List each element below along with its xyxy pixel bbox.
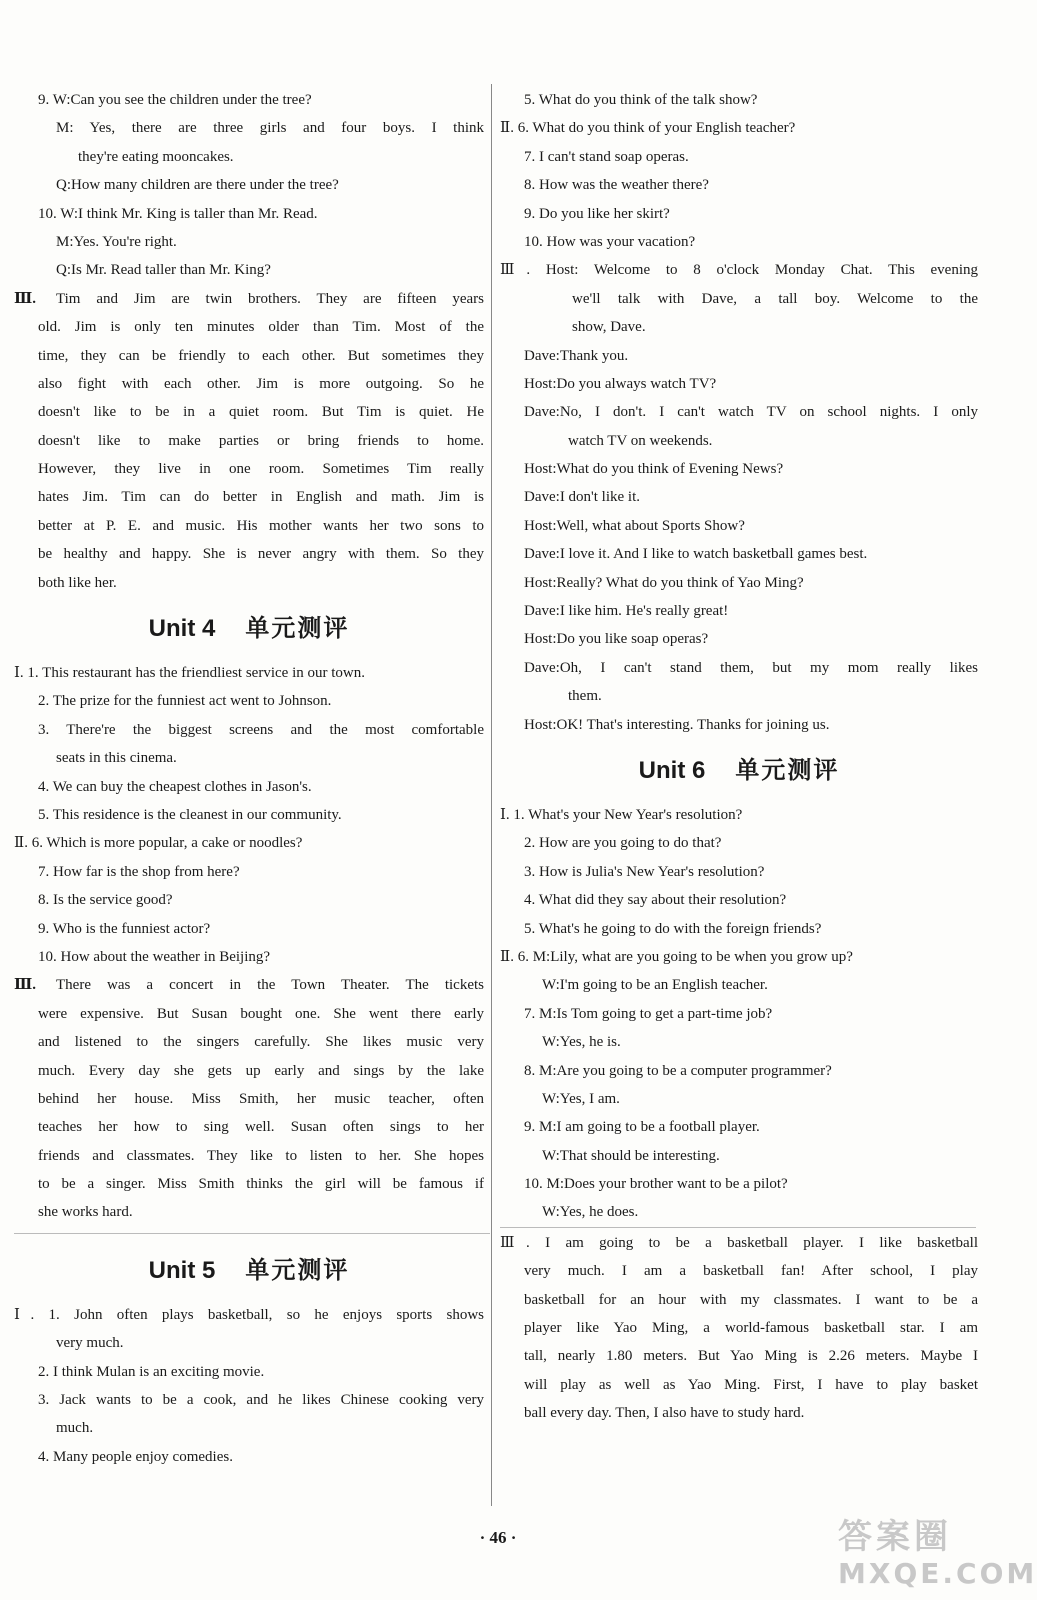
- paragraph-line: basketball for an hour with my classmates. I want to be a: [524, 1291, 978, 1308]
- watermark-url: MXQE.COM: [838, 1557, 1037, 1590]
- unit-6-heading: [500, 739, 978, 801]
- dialog-line: Host:Really? What do you think of Yao Ming?: [524, 574, 804, 591]
- text-line: seats in this cinema.: [56, 750, 177, 767]
- text-span: There was a concert in the Town Theater. The tickets: [56, 977, 484, 994]
- dialog-line: Host:Do you always watch TV?: [524, 375, 717, 392]
- paragraph-line: were expensive. But Susan bought one. She went there early: [38, 1005, 484, 1022]
- paragraph-line: be healthy and happy. She is never angry with them. So they: [38, 546, 484, 563]
- section-separator: [14, 1227, 484, 1239]
- dialog-line: Dave:No, I don't. I can't watch TV on school nights. I only: [524, 404, 978, 421]
- paragraph-line: doesn't like to be in a quiet room. But Tim is quiet. He: [38, 404, 484, 421]
- dialog-line: Dave:Oh, I can't stand them, but my mom really likes: [524, 659, 978, 676]
- text-line: 2. How are you going to do that?: [524, 835, 722, 852]
- text-line: Q:How many children are there under the tree?: [56, 177, 339, 194]
- dialog-line: Dave:Thank you.: [524, 347, 629, 364]
- unit-title: Unit 5: [148, 1256, 216, 1284]
- paragraph-line: both like her.: [38, 574, 117, 591]
- paragraph-line: ball every day. Then, I also have to study hard.: [524, 1405, 805, 1422]
- text-line: W:Yes, he does.: [542, 1204, 639, 1221]
- dialog-line: Ⅲ. Host: Welcome to 8 o'clock Monday Chat. This evening: [500, 262, 978, 279]
- dialog-line: Dave:I don't like it.: [524, 489, 641, 506]
- text-line: 3. How is Julia's New Year's resolution?: [524, 863, 765, 880]
- paragraph-line: much. Every day she gets up early and sings by the lake: [38, 1062, 484, 1079]
- text-line: 2. The prize for the funniest act went to Johnson.: [38, 693, 332, 710]
- dialog-line: we'll talk with Dave, a tall boy. Welcome to the: [572, 290, 978, 307]
- section-label: Ⅲ.: [14, 290, 37, 307]
- paragraph-line: player like Yao Ming, a world-famous basketball star. I am: [524, 1320, 978, 1337]
- text-line: M:Yes. You're right.: [56, 233, 177, 250]
- text-line: 7. I can't stand soap operas.: [524, 148, 689, 165]
- text-line: 9. W:Can you see the children under the tree?: [38, 92, 312, 108]
- left-column: [14, 86, 484, 1471]
- paragraph-line: hates Jim. Tim can do better in English and math. Jim is: [38, 489, 484, 506]
- text-line: 10. How about the weather in Beijing?: [38, 948, 271, 965]
- text-line: 5. What do you think of the talk show?: [524, 92, 758, 108]
- text-line: Ⅰ. 1. This restaurant has the friendliest service in our town.: [14, 665, 365, 682]
- right-column: [500, 86, 978, 1428]
- dialog-line: Host:Do you like soap operas?: [524, 631, 709, 648]
- paragraph-line: also fight with each other. Jim is more outgoing. So he: [38, 375, 484, 392]
- text-line: 9. Do you like her skirt?: [524, 205, 670, 222]
- text-line: 8. How was the weather there?: [524, 177, 709, 194]
- column-divider: [491, 84, 492, 1506]
- section-separator: [500, 1227, 978, 1229]
- unit-4-heading: [14, 597, 484, 659]
- text-span: Tim and Jim are twin brothers. They are fifteen years: [56, 290, 484, 307]
- text-line: 7. M:Is Tom going to get a part-time job?: [524, 1005, 773, 1022]
- dialog-line: them.: [568, 688, 602, 705]
- unit-subtitle: 单元测评: [245, 613, 350, 643]
- paragraph-line: and listened to the singers carefully. She likes music very: [38, 1034, 484, 1051]
- paragraph-line: to be a singer. Miss Smith thinks the girl will be famous if: [38, 1176, 484, 1193]
- text-line: M: Yes, there are three girls and four boys. I think: [56, 120, 484, 137]
- text-line: 9. M:I am going to be a football player.: [524, 1119, 760, 1136]
- text-line: 5. This residence is the cleanest in our community.: [38, 806, 342, 823]
- text-line: 4. What did they say about their resolution?: [524, 892, 787, 909]
- paragraph-line: tall, nearly 1.80 meters. But Yao Ming is 2.26 meters. Maybe I: [524, 1348, 978, 1365]
- text-line: Ⅰ. 1. John often plays basketball, so he enjoys sports shows: [14, 1306, 484, 1323]
- paragraph-line: [14, 285, 484, 313]
- text-line: W:Yes, I am.: [542, 1090, 620, 1107]
- text-line: 8. M:Are you going to be a computer programmer?: [524, 1062, 832, 1079]
- text-line: Ⅰ. 1. What's your New Year's resolution?: [500, 806, 743, 823]
- paragraph-line: [14, 971, 484, 999]
- paragraph-line: old. Jim is only ten minutes older than Tim. Most of the: [38, 319, 484, 336]
- text-line: Ⅱ. 6. What do you think of your English teacher?: [500, 120, 796, 137]
- unit-title: Unit 6: [638, 756, 706, 784]
- dialog-line: watch TV on weekends.: [568, 432, 713, 449]
- text-line: 10. How was your vacation?: [524, 233, 696, 250]
- text-line: Q:Is Mr. Read taller than Mr. King?: [56, 262, 271, 279]
- text-line: 4. We can buy the cheapest clothes in Jason's.: [38, 778, 312, 795]
- text-line: 5. What's he going to do with the foreign friends?: [524, 920, 822, 937]
- dialog-line: show, Dave.: [572, 319, 646, 336]
- unit-subtitle: 单元测评: [245, 1254, 350, 1284]
- text-line: 3. There're the biggest screens and the most comfortable: [38, 721, 484, 738]
- text-line: W:I'm going to be an English teacher.: [542, 977, 768, 994]
- paragraph-line: doesn't like to make parties or bring friends to home.: [38, 432, 484, 449]
- paragraph-line: she works hard.: [38, 1204, 133, 1221]
- text-line: 9. Who is the funniest actor?: [38, 920, 211, 937]
- section-label: Ⅲ.: [14, 977, 37, 994]
- paragraph-line: However, they live in one room. Sometimes Tim really: [38, 461, 484, 478]
- text-line: 4. Many people enjoy comedies.: [38, 1448, 233, 1465]
- dialog-line: Host:What do you think of Evening News?: [524, 461, 784, 478]
- paragraph-line: teaches her how to sing well. Susan often sings to her: [38, 1119, 484, 1136]
- paragraph-line: better at P. E. and music. His mother wants her two sons to: [38, 517, 484, 534]
- watermark-text: 答案圈: [838, 1517, 952, 1557]
- paragraph-line: friends and classmates. They like to listen to her. She hopes: [38, 1147, 484, 1164]
- watermark-logo: [838, 1516, 1037, 1594]
- page-number: · 46 ·: [479, 1528, 517, 1547]
- text-line: 3. Jack wants to be a cook, and he likes Chinese cooking very: [38, 1392, 484, 1409]
- paragraph-line: will play as well as Yao Ming. First, I have to play basket: [524, 1376, 978, 1393]
- text-line: 2. I think Mulan is an exciting movie.: [38, 1363, 265, 1380]
- text-line: they're eating mooncakes.: [78, 148, 234, 165]
- dialog-line: Host:Well, what about Sports Show?: [524, 517, 745, 534]
- text-line: very much.: [56, 1335, 124, 1352]
- text-line: 10. W:I think Mr. King is taller than Mr. Read.: [38, 205, 318, 222]
- paragraph-line: time, they can be friendly to each other. But sometimes they: [38, 347, 484, 364]
- paragraph-line: behind her house. Miss Smith, her music teacher, often: [38, 1090, 484, 1107]
- text-line: 7. How far is the shop from here?: [38, 863, 240, 880]
- text-line: 10. M:Does your brother want to be a pilot?: [524, 1176, 788, 1193]
- text-line: Ⅱ. 6. Which is more popular, a cake or noodles?: [14, 835, 303, 852]
- dialog-line: Host:OK! That's interesting. Thanks for joining us.: [524, 716, 830, 733]
- paragraph-line: very much. I am a basketball fan! After school, I play: [524, 1263, 978, 1280]
- dialog-line: Dave:I like him. He's really great!: [524, 603, 729, 620]
- text-line: 8. Is the service good?: [38, 892, 173, 909]
- text-line: W:That should be interesting.: [542, 1147, 720, 1164]
- text-line: W:Yes, he is.: [542, 1034, 621, 1051]
- unit-subtitle: 单元测评: [735, 754, 840, 784]
- unit-5-heading: [14, 1239, 484, 1301]
- text-line: Ⅱ. 6. M:Lily, what are you going to be when you grow up?: [500, 948, 853, 965]
- dialog-line: Dave:I love it. And I like to watch basketball games best.: [524, 546, 868, 563]
- unit-title: Unit 4: [148, 615, 216, 643]
- text-line: much.: [56, 1420, 94, 1437]
- paragraph-line: Ⅲ. I am going to be a basketball player. I like basketball: [500, 1234, 978, 1251]
